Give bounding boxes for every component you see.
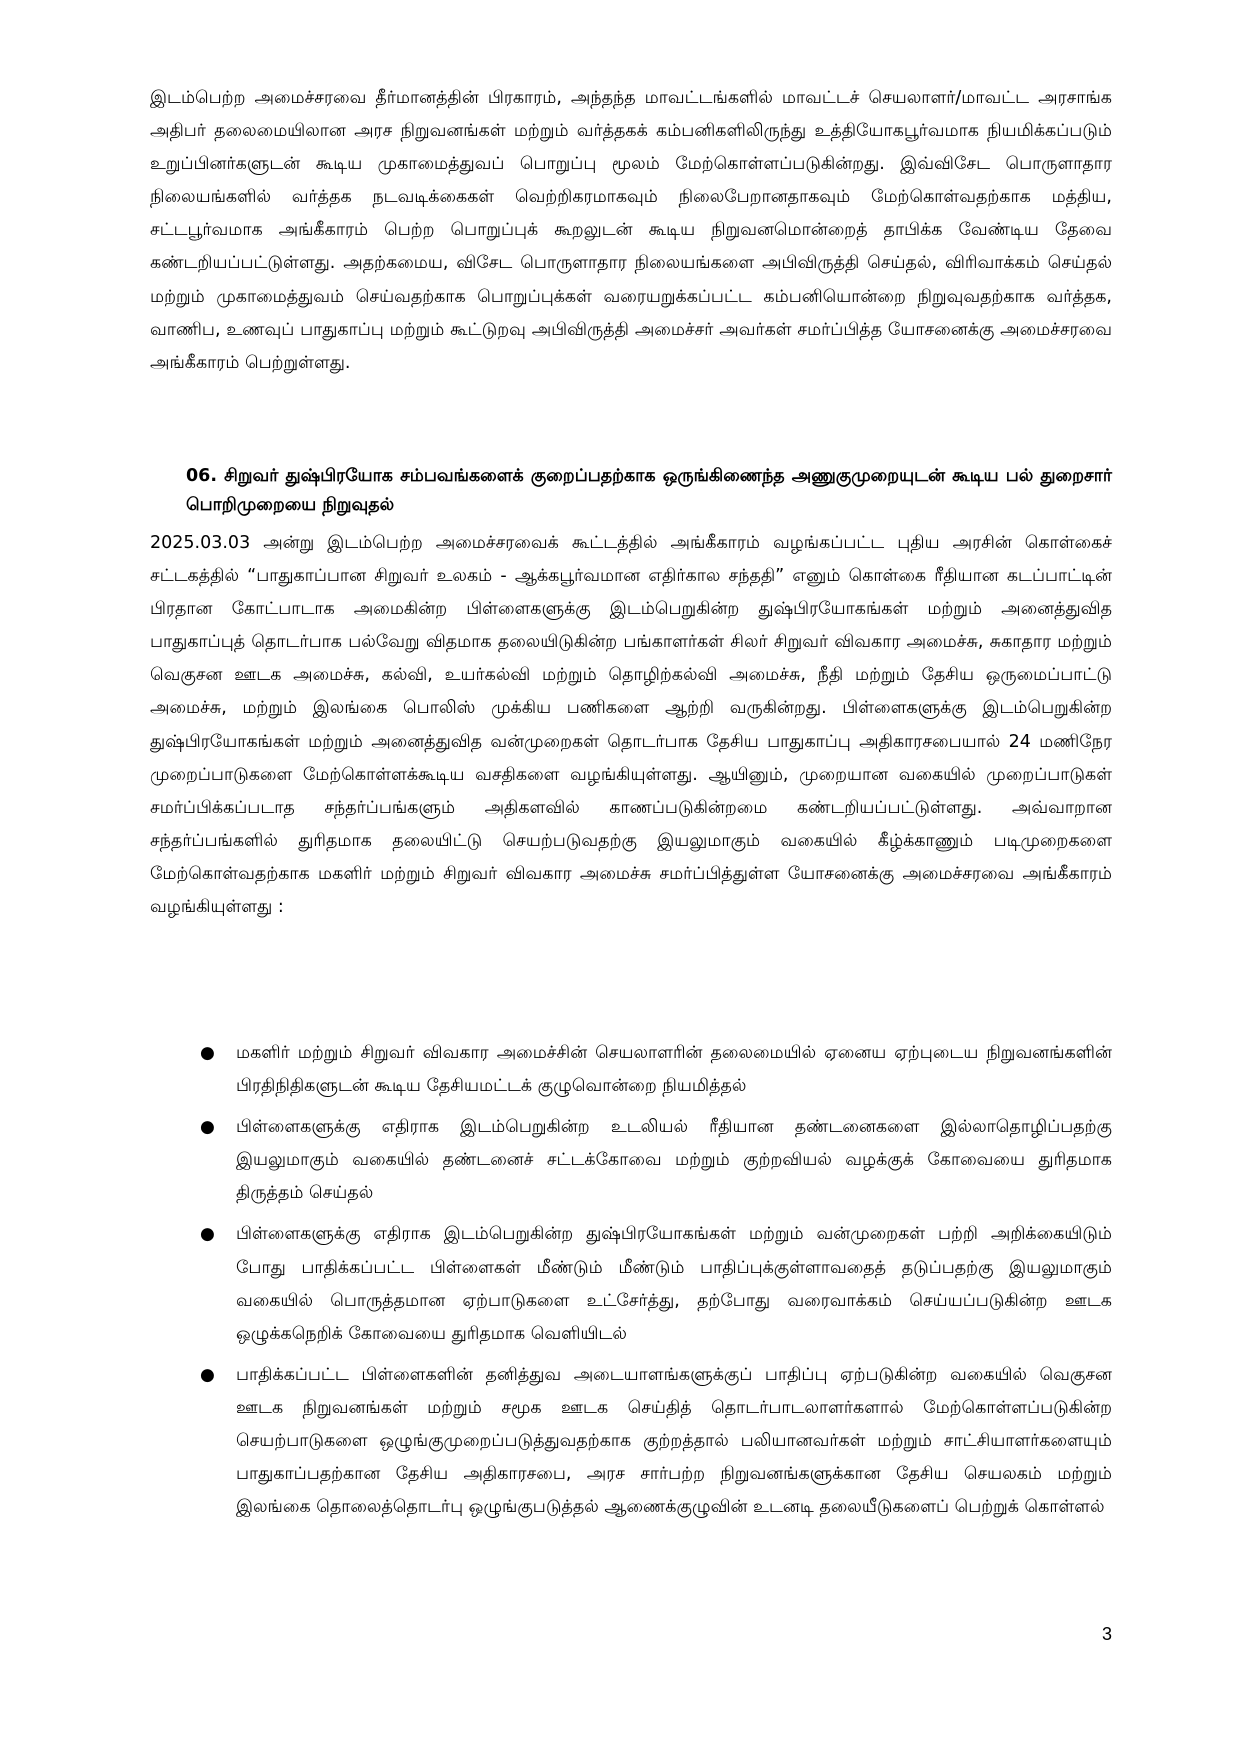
bullet-icon: ● xyxy=(200,1043,215,1063)
section-title: சிறுவர் துஷ்பிரயோக சம்பவங்களைக் குறைப்பதற்காக ஒருங்கிணைந்த அணுகுமுறையுடன் கூடிய பல் துறைசார் பொறிமுறையை நிறுவுதல் xyxy=(186,466,1113,515)
intro-paragraph: இடம்பெற்ற அமைச்சரவை தீர்மானத்தின் பிரகாரம், அந்தந்த மாவட்டங்களில் மாவட்டச் செயலாளர்/மாவட்ட அரசாங்க அதிபர் தலைமையிலான அரச நிறுவனங்கள் மற்றும் வர்த்தகக் கம்பனிகளிலிருந்து உத்தியோகபூர்வமாக நியமிக்கப்படும் உறுப்பினர்களுடன் கூடிய முகாமைத்துவப் பொறுப்பு மூலம் மேற்கொள்ளப்படுகின்றது. இவ்விசேட பொருளாதார நிலையங்களில் வர்த்தக நடவடிக்கைகள் வெற்றிகரமாகவும் நிலைபேறானதாகவும் மேற்கொள்வதற்காக மத்திய, சட்டபூர்வமாக அங்கீகாரம் பெற்ற பொறுப்புக் கூறலுடன் கூடிய நிறுவனமொன்றைத் தாபிக்க வேண்டிய தேவை கண்டறியப்பட்டுள்ளது. அதற்கமைய, விசேட பொருளாதார நிலையங்களை அபிவிருத்தி செய்தல், விரிவாக்கம் செய்தல் மற்றும் முகாமைத்துவம் செய்வதற்காக பொறுப்புக்கள் வரையறுக்கப்பட்ட கம்பனியொன்றை நிறுவுவதற்காக வர்த்தக, வாணிப, உணவுப் பாதுகாப்பு மற்றும் கூட்டுறவு அபிவிருத்தி அமைச்சர் அவர்கள் சமர்ப்பித்த யோசனைக்கு அமைச்சரவை அங்கீகாரம் பெற்றுள்ளது. xyxy=(150,88,1112,373)
bullet-text: மகளிர் மற்றும் சிறுவர் விவகார அமைச்சின் செயலாளரின் தலைமையில் ஏனைய ஏற்புடைய நிறுவனங்களின் பிரதிநிதிகளுடன் கூடிய தேசியமட்டக் குழுவொன்றை நியமித்தல் xyxy=(236,1043,1112,1097)
section-heading xyxy=(186,462,1112,520)
list-item xyxy=(200,1359,1112,1524)
bullet-icon: ● xyxy=(200,1364,215,1385)
list-item xyxy=(200,1111,1112,1210)
bullet-text: பிள்ளைகளுக்கு எதிராக இடம்பெறுகின்ற துஷ்பிரயோகங்கள் மற்றும் வன்முறைகள் பற்றி அறிக்கையிடும் போது பாதிக்கப்பட்ட பிள்ளைகள் மீண்டும் மீண்டும் பாதிப்புக்குள்ளாவதைத் தடுப்பதற்கு இயலுமாகும் வகையில் பொருத்தமான ஏற்பாடுகளை உட்சேர்த்து, தற்போது வரைவாக்கம் செய்யப்படுகின்ற ஊடக ஒழுக்கநெறிக் கோவையை துரிதமாக வெளியிடல் xyxy=(236,1224,1112,1344)
page-number: 3 xyxy=(1101,1624,1112,1644)
bullet-text: பிள்ளைகளுக்கு எதிராக இடம்பெறுகின்ற உடலியல் ரீதியான தண்டனைகளை இல்லாதொழிப்பதற்கு இயலுமாகும் வகையில் தண்டனைச் சட்டக்கோவை மற்றும் குற்றவியல் வழக்குக் கோவையை துரிதமாக திருத்தம் செய்தல் xyxy=(236,1117,1112,1204)
bullet-icon: ● xyxy=(200,1117,215,1138)
bullet-icon: ● xyxy=(200,1224,215,1245)
bullet-text: பாதிக்கப்பட்ட பிள்ளைகளின் தனித்துவ அடையாளங்களுக்குப் பாதிப்பு ஏற்படுகின்ற வகையில் வெகுசன ஊடக நிறுவனங்கள் மற்றும் சமூக ஊடக செய்தித் தொடர்பாடலாளர்களால் மேற்கொள்ளப்படுகின்ற செயற்பாடுகளை ஒழுங்குமுறைப்படுத்துவதற்காக குற்றத்தால் பலியானவர்கள் மற்றும் சாட்சியாளர்களையும் பாதுகாப்பதற்கான தேசிய அதிகாரசபை, அரச சார்பற்ற நிறுவனங்களுக்கான தேசிய செயலகம் மற்றும் இலங்கை தொலைத்தொடர்பு ஒழுங்குபடுத்தல் ஆணைக்குழுவின் உடனடி தலையீடுகளைப் பெற்றுக் கொள்ளல் xyxy=(236,1364,1112,1518)
section-number: 06. xyxy=(186,466,218,486)
list-item xyxy=(200,1037,1112,1103)
section-body-paragraph: 2025.03.03 அன்று இடம்பெற்ற அமைச்சரவைக் கூட்டத்தில் அங்கீகாரம் வழங்கப்பட்ட புதிய அரசின் கொள்கைச் சட்டகத்தில் “பாதுகாப்பான சிறுவர் உலகம் - ஆக்கபூர்வமான எதிர்கால சந்ததி” எனும் கொள்கை ரீதியான கடப்பாட்டின் பிரதான கோட்பாடாக அமைகின்ற பிள்ளைகளுக்கு இடம்பெறுகின்ற துஷ்பிரயோகங்கள் மற்றும் அனைத்துவித பாதுகாப்புத் தொடர்பாக பல்வேறு விதமாக தலையிடுகின்ற பங்காளர்கள் சிலர் சிறுவர் விவகார அமைச்சு, சுகாதார மற்றும் வெகுசன ஊடக அமைச்சு, கல்வி, உயர்கல்வி மற்றும் தொழிற்கல்வி அமைச்சு, நீதி மற்றும் தேசிய ஒருமைப்பாட்டு அமைச்சு, மற்றும் இலங்கை பொலிஸ் முக்கிய பணிகளை ஆற்றி வருகின்றது. பிள்ளைகளுக்கு இடம்பெறுகின்ற துஷ்பிரயோகங்கள் மற்றும் அனைத்துவித வன்முறைகள் தொடர்பாக தேசிய பாதுகாப்பு அதிகாரசபையால் 24 மணிநேர முறைப்பாடுகளை மேற்கொள்ளக்கூடிய வசதிகளை வழங்கியுள்ளது. ஆயினும், முறையான வகையில் முறைப்பாடுகள் சமர்ப்பிக்கப்படாத சந்தர்ப்பங்களும் அதிகளவில் காணப்படுகின்றமை கண்டறியப்பட்டுள்ளது. அவ்வாறான சந்தர்ப்பங்களில் துரிதமாக தலையிட்டு செயற்படுவதற்கு இயலுமாகும் வகையில் கீழ்க்காணும் படிமுறைகளை மேற்கொள்வதற்காக மகளிர் மற்றும் சிறுவர் விவகார அமைச்சு சமர்ப்பித்துள்ள யோசனைக்கு அமைச்சரவை அங்கீகாரம் வழங்கியுள்ளது : xyxy=(150,533,1112,918)
list-item xyxy=(200,1218,1112,1350)
bullet-list xyxy=(200,1037,1112,1532)
